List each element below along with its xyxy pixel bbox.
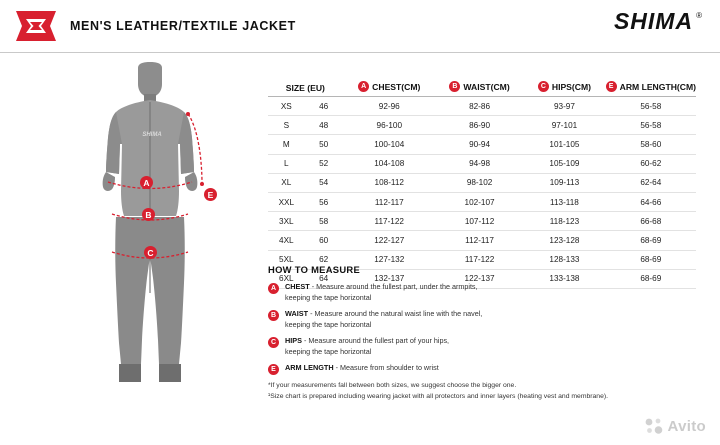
- brand-trademark: ®: [696, 11, 702, 20]
- cell-chest: 117-122: [343, 212, 436, 231]
- cell-hips: 105-109: [523, 154, 605, 173]
- header-arm-length: [606, 74, 696, 97]
- cell-arm: 56-58: [606, 116, 696, 135]
- header-hips: [523, 74, 605, 97]
- cell-chest: 108-112: [343, 173, 436, 192]
- cell-waist: 112-117: [436, 231, 523, 250]
- page-title: MEN'S LEATHER/TEXTILE JACKET: [70, 19, 296, 33]
- cell-hips: 118-123: [523, 212, 605, 231]
- cell-chest: 100-104: [343, 135, 436, 154]
- measure-item-name: ARM LENGTH: [285, 363, 334, 373]
- measure-item-text: [285, 363, 439, 374]
- brand-logo: [614, 10, 702, 33]
- svg-text:SHIMA: SHIMA: [142, 132, 162, 138]
- header-waist-label: WAIST(CM): [463, 81, 510, 92]
- cell-hips: 93-97: [523, 97, 605, 116]
- cell-eu: 58: [305, 212, 343, 231]
- table-row: [268, 154, 696, 173]
- cell-hips: 113-118: [523, 192, 605, 211]
- avito-logo-icon: [644, 417, 664, 435]
- measure-item-arm-length: [268, 363, 700, 375]
- measure-item-text: [285, 282, 478, 303]
- measure-item-desc2: keeping the tape horizontal: [285, 319, 372, 329]
- cell-hips: 133-138: [523, 269, 605, 288]
- size-table-container: [268, 74, 696, 289]
- cell-eu: 62: [305, 250, 343, 269]
- cell-eu: 64: [305, 269, 343, 288]
- figure-badge-c: C: [144, 246, 157, 259]
- cell-waist: 117-122: [436, 250, 523, 269]
- cell-hips: 128-133: [523, 250, 605, 269]
- measure-item-desc: - Measure around the fullest part, under the armpits,: [309, 282, 478, 291]
- cell-waist: 90-94: [436, 135, 523, 154]
- cell-eu: 50: [305, 135, 343, 154]
- shima-flag-logo-icon: [14, 9, 58, 43]
- badge-b-icon: B: [268, 310, 279, 321]
- cell-arm: 64-66: [606, 192, 696, 211]
- cell-eu: 60: [305, 231, 343, 250]
- cell-arm: 68-69: [606, 231, 696, 250]
- header-chest-label: CHEST(CM): [372, 81, 421, 92]
- avito-watermark: [644, 417, 706, 435]
- avito-watermark-text: Avito: [667, 417, 706, 435]
- cell-arm: 68-69: [606, 250, 696, 269]
- measure-item-chest: [268, 282, 700, 303]
- cell-waist: 82-86: [436, 97, 523, 116]
- table-row: [268, 192, 696, 211]
- cell-eu: 54: [305, 173, 343, 192]
- cell-waist: 98-102: [436, 173, 523, 192]
- cell-hips: 97-101: [523, 116, 605, 135]
- measure-item-name: CHEST: [285, 282, 310, 291]
- cell-waist: 102-107: [436, 192, 523, 211]
- figure-badge-e: E: [204, 188, 217, 201]
- table-row: [268, 97, 696, 116]
- figure-badge-a: A: [140, 176, 153, 189]
- cell-waist: 94-98: [436, 154, 523, 173]
- table-row: [268, 212, 696, 231]
- cell-size: S: [268, 116, 305, 135]
- cell-size: L: [268, 154, 305, 173]
- cell-hips: 123-128: [523, 231, 605, 250]
- cell-chest: 104-108: [343, 154, 436, 173]
- badge-a-icon: A: [268, 283, 279, 294]
- header-waist: [436, 74, 523, 97]
- badge-b-icon: B: [449, 81, 460, 92]
- cell-chest: 96-100: [343, 116, 436, 135]
- table-row: [268, 231, 696, 250]
- cell-arm: 62-64: [606, 173, 696, 192]
- measure-item-text: [285, 309, 482, 330]
- figure-badge-b: B: [142, 208, 155, 221]
- measure-item-desc2: keeping the tape horizontal: [285, 292, 372, 302]
- cell-size: XL: [268, 173, 305, 192]
- brand-name: SHIMA: [613, 8, 694, 34]
- footnotes: [268, 381, 700, 403]
- how-to-measure-section: [268, 264, 700, 403]
- badge-a-icon: A: [358, 81, 369, 92]
- badge-e-icon: E: [268, 364, 279, 375]
- cell-hips: 101-105: [523, 135, 605, 154]
- page-header: [0, 0, 720, 53]
- cell-arm: 58-60: [606, 135, 696, 154]
- header-arm-label: ARM LENGTH(CM): [619, 81, 696, 92]
- cell-size: XXL: [268, 192, 305, 211]
- cell-chest: 127-132: [343, 250, 436, 269]
- cell-chest: 122-127: [343, 231, 436, 250]
- header-size-eu: SIZE (EU): [268, 74, 343, 97]
- header-hips-label: HIPS(CM): [551, 81, 592, 92]
- cell-chest: 112-117: [343, 192, 436, 211]
- cell-size: M: [268, 135, 305, 154]
- badge-c-icon: C: [268, 337, 279, 348]
- table-header-row: [268, 74, 696, 97]
- how-to-measure-title: HOW TO MEASURE: [268, 264, 361, 275]
- cell-size: XS: [268, 97, 305, 116]
- cell-hips: 109-113: [523, 173, 605, 192]
- footnote-size-chart-note: ¹Size chart is prepared including wearing jacket with all protectors and inner layers (heating vest and membrane).: [268, 392, 609, 400]
- measure-item-text: [285, 336, 449, 357]
- cell-chest: 132-137: [343, 269, 436, 288]
- measure-item-desc: - Measure around the natural waist line with the navel,: [308, 309, 483, 319]
- cell-arm: 68-69: [606, 269, 696, 288]
- cell-eu: 48: [305, 116, 343, 135]
- cell-eu: 52: [305, 154, 343, 173]
- cell-size: 3XL: [268, 212, 305, 231]
- table-row: [268, 116, 696, 135]
- table-row: [268, 173, 696, 192]
- cell-chest: 92-96: [343, 97, 436, 116]
- badge-c-icon: C: [538, 81, 549, 92]
- footnote-between-sizes: *If your measurements fall between both sizes, we suggest choose the bigger one.: [268, 382, 517, 390]
- cell-size: 6XL: [268, 269, 305, 288]
- measure-item-name: WAIST: [285, 309, 309, 319]
- table-body: [268, 97, 696, 289]
- measure-item-hips: [268, 336, 700, 357]
- badge-e-icon: E: [606, 81, 617, 92]
- cell-eu: 46: [305, 97, 343, 116]
- body-figure: [60, 62, 260, 392]
- cell-size: 4XL: [268, 231, 305, 250]
- measure-item-waist: [268, 309, 700, 330]
- size-table: [268, 74, 696, 289]
- table-row: [268, 135, 696, 154]
- measure-item-desc: - Measure around the fullest part of your hips,: [302, 336, 450, 346]
- cell-waist: 107-112: [436, 212, 523, 231]
- cell-arm: 66-68: [606, 212, 696, 231]
- cell-arm: 60-62: [606, 154, 696, 173]
- cell-waist: 86-90: [436, 116, 523, 135]
- cell-size: 5XL: [268, 250, 305, 269]
- measure-item-desc: - Measure from shoulder to wrist: [333, 363, 439, 373]
- cell-arm: 56-58: [606, 97, 696, 116]
- cell-waist: 122-137: [436, 269, 523, 288]
- measure-item-name: HIPS: [285, 336, 303, 346]
- male-body-illustration: [60, 62, 260, 392]
- cell-eu: 56: [305, 192, 343, 211]
- measure-item-desc2: keeping the tape horizontal: [285, 346, 372, 356]
- header-chest: [343, 74, 436, 97]
